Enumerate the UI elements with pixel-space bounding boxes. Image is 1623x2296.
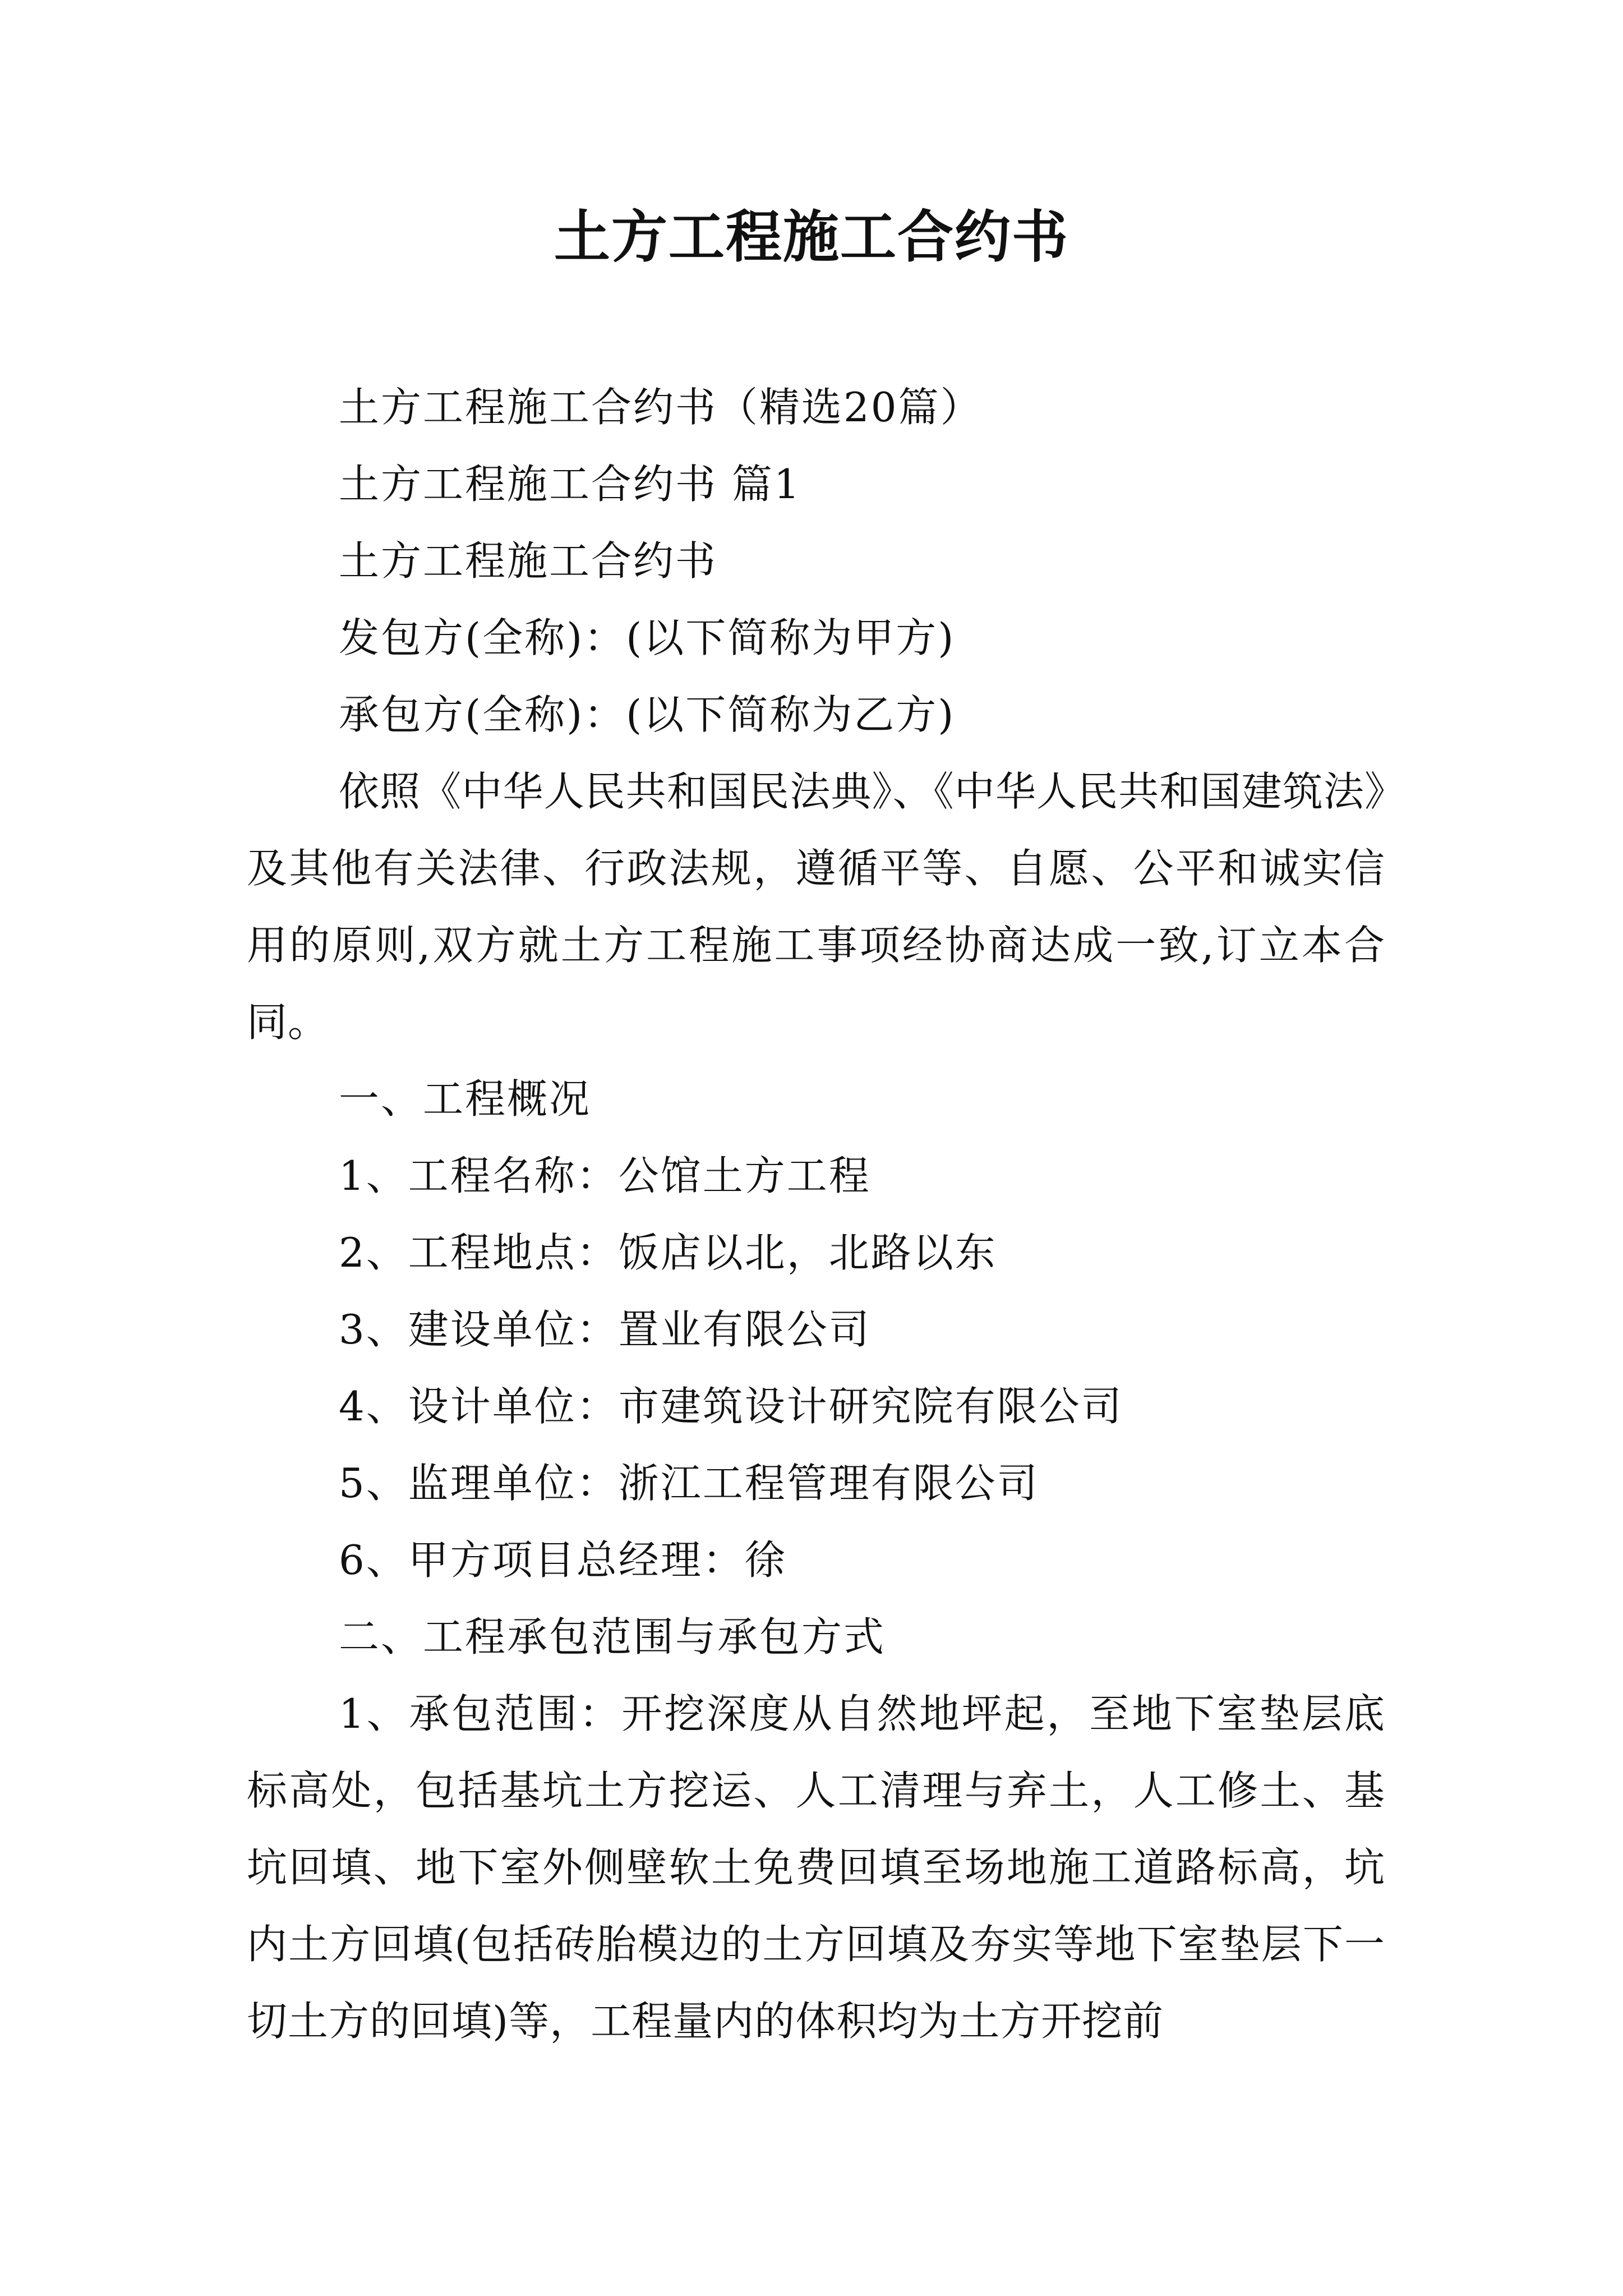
paragraph-preamble: 依照《中华人民共和国民法典》、《中华人民共和国建筑法》及其他有关法律、行政法规，遵循平等、自愿、公平和诚实信用的原则,双方就土方工程施工事项经协商达成一致,订立本合同。	[247, 768, 1385, 1046]
section-heading-scope: 二、工程承包范围与承包方式	[339, 1613, 886, 1660]
paragraph-chapter-heading: 土方工程施工合约书 篇1	[339, 461, 801, 508]
paragraph-subtitle: 土方工程施工合约书（精选20篇）	[339, 384, 983, 431]
document-title: 土方工程施工合约书	[554, 204, 1069, 270]
list-item-project-name: 1、工程名称：公馆土方工程	[339, 1152, 871, 1199]
paragraph-party-a: 发包方(全称)：(以下简称为甲方)	[339, 614, 956, 661]
document-body	[247, 369, 1385, 2060]
list-item-project-location: 2、工程地点：饭店以北，北路以东	[339, 1229, 997, 1276]
list-item-project-manager: 6、甲方项目总经理：徐	[339, 1536, 787, 1584]
section-heading-overview: 一、工程概况	[339, 1075, 592, 1122]
paragraph-contract-name: 土方工程施工合约书	[339, 537, 718, 585]
paragraph-scope-detail: 1、承包范围：开挖深度从自然地坪起，至地下室垫层底标高处，包括基坑土方挖运、人工清理与弃土，人工修土、基坑回填、地下室外侧壁软土免费回填至场地施工道路标高，坑内土方回填(包括砖胎模边的土方回填及夯实等地下室垫层下一切土方的回填)等，工程量内的体积均为土方开挖前	[247, 1690, 1385, 2045]
list-item-supervision-unit: 5、监理单位：浙江工程管理有限公司	[339, 1460, 1039, 1507]
paragraph-party-b: 承包方(全称)：(以下简称为乙方)	[339, 691, 956, 738]
list-item-design-unit: 4、设计单位：市建筑设计研究院有限公司	[339, 1383, 1123, 1430]
list-item-construction-unit: 3、建设单位：置业有限公司	[339, 1306, 871, 1353]
